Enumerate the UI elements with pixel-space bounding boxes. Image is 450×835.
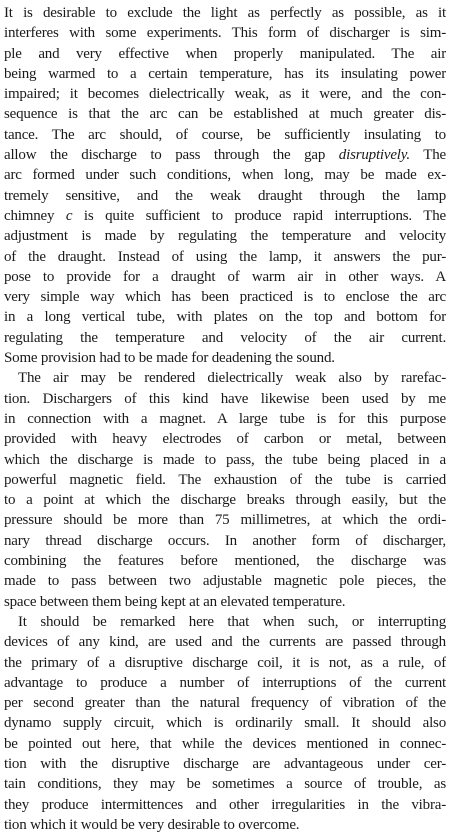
text-line: very simple way which has been practiced is to enclose the arc (4, 289, 446, 306)
text-line: of the draught. Instead of using the lamp, it answers the pur- (4, 248, 446, 265)
text-line: space between them being kept at an elevated temperature. (4, 593, 346, 610)
text-run: is quite sufficient to produce rapid interruptions. The (72, 207, 446, 224)
text-run: chimney (4, 207, 66, 224)
text-line: advantage to produce a number of interruptions of the current (4, 674, 446, 691)
text-line: powerful magnetic field. The exhaustion of the tube is carried (4, 471, 446, 488)
text-line: arc formed under such conditions, when long, may be made ex- (4, 167, 446, 184)
text-line: tremely sensitive, and the weak draught through the lamp (4, 187, 446, 204)
paragraph-3 (4, 612, 446, 835)
text-line: tion. Dischargers of this kind have likewise been used by me (4, 390, 446, 407)
text-line: regulating the temperature and velocity of the air current. (4, 329, 446, 346)
text-line: nary thread discharge occurs. In another form of discharger, (4, 532, 446, 549)
text-line: dynamo supply circuit, which is ordinarily small. It should also (4, 715, 446, 732)
text-line: tion with the disruptive discharge are advantageous under cer- (4, 755, 446, 772)
text-line: interferes with some experiments. This form of discharger is sim- (4, 25, 446, 42)
paragraph-2 (4, 368, 446, 612)
text-line: the primary of a disruptive discharge coil, it is not, as a rule, of (4, 654, 446, 671)
text-line: be pointed out here, that while the devices mentioned in connec- (4, 735, 446, 752)
text-line: Some provision had to be made for deadening the sound. (4, 350, 335, 367)
text-line: tion which it would be very desirable to overcome. (4, 816, 300, 833)
text-line: pose to provide for a draught of warm air in other ways. A (4, 268, 446, 285)
text-line: It should be remarked here that when such, or interrupting (18, 613, 446, 630)
text-line: pressure should be more than 75 millimetres, at which the ordi- (4, 512, 446, 529)
italic-term: c (65, 207, 73, 224)
text-line: per second greater than the natural frequency of vibration of the (4, 695, 446, 712)
paragraph-1 (4, 3, 446, 368)
text-line: sequence is that the arc can be established at much greater dis- (4, 106, 446, 123)
text-line: being warmed to a certain temperature, has its insulating power (4, 65, 446, 82)
text-run: The (409, 147, 446, 164)
text-line (4, 145, 446, 165)
italic-term: disruptively. (338, 147, 410, 164)
text-line: impaired; it becomes dielectrically weak, as it were, and the con- (4, 86, 446, 103)
document-page (4, 3, 446, 835)
text-line: to a point at which the discharge breaks through easily, but the (4, 492, 446, 509)
text-line: in a long vertical tube, with plates on the top and bottom for (4, 309, 446, 326)
text-line: provided with heavy electrodes of carbon or metal, between (4, 431, 446, 448)
text-run: allow the discharge to pass through the gap (4, 147, 339, 164)
text-line: ple and very effective when properly manipulated. The air (4, 45, 446, 62)
text-line: tain conditions, they may be sometimes a source of trouble, as (4, 776, 446, 793)
text-line: tance. The arc should, of course, be sufficiently insulating to (4, 126, 446, 143)
text-line (4, 206, 446, 226)
text-line: adjustment is made by regulating the temperature and velocity (4, 228, 446, 245)
text-line: The air may be rendered dielectrically weak also by rarefac- (18, 370, 446, 387)
text-line: in connection with a magnet. A large tube is for this purpose (4, 410, 446, 427)
text-line: they produce intermittences and other irregularities in the vibra- (4, 796, 446, 813)
text-line: It is desirable to exclude the light as perfectly as possible, as it (4, 5, 446, 21)
text-line: which the discharge is made to pass, the tube being placed in a (4, 451, 446, 468)
text-line: combining the features before mentioned, the discharge was (4, 553, 446, 570)
text-line: made to pass between two adjustable magnetic pole pieces, the (4, 573, 446, 590)
text-line: devices of any kind, are used and the currents are passed through (4, 634, 446, 651)
